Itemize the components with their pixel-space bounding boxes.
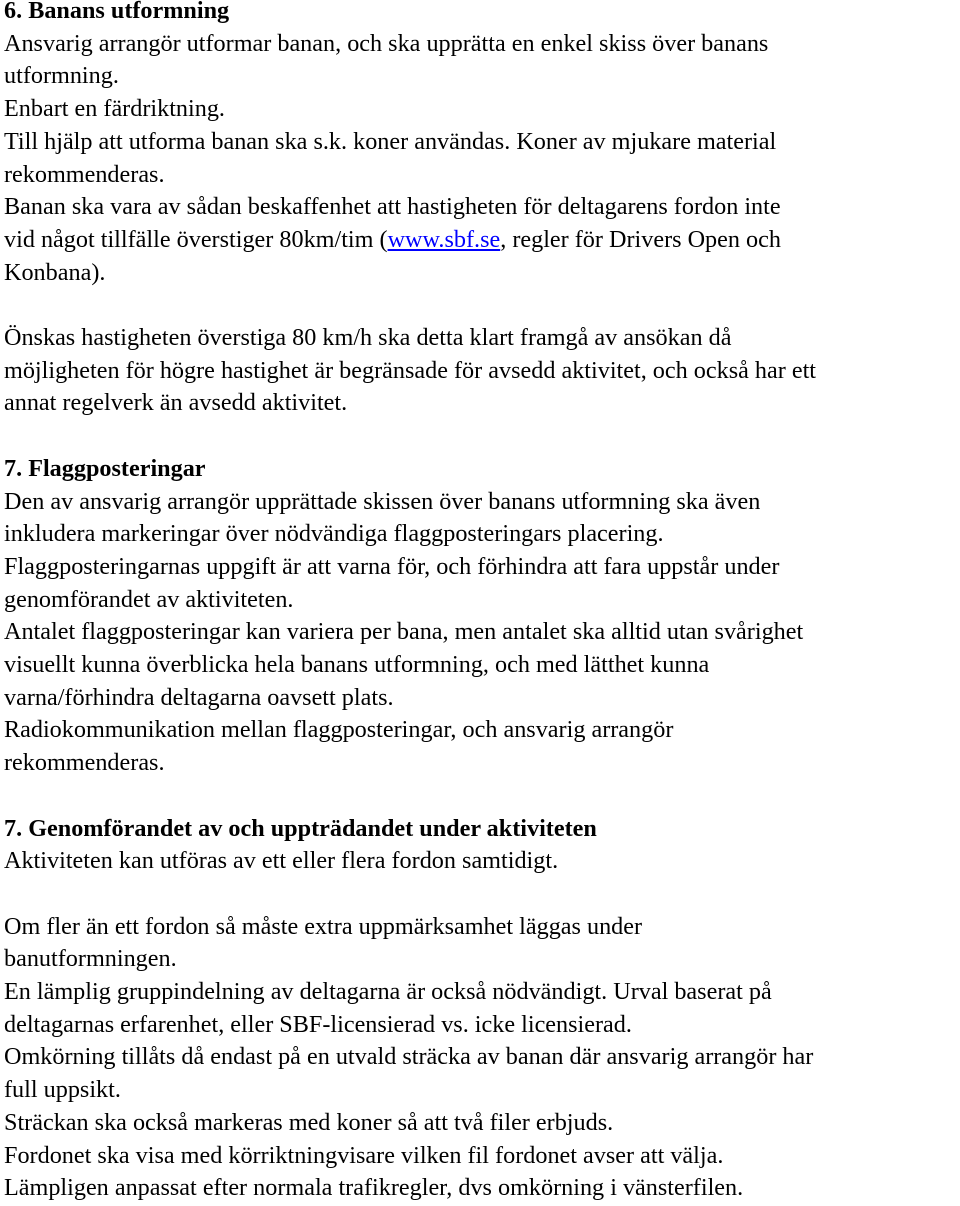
document-page	[4, 0, 956, 1205]
paragraph-line: Lämpligen anpassat efter normala trafikregler, dvs omkörning i vänsterfilen.	[4, 1174, 744, 1202]
paragraph-line: Flaggposteringarnas uppgift är att varna för, och förhindra att fara uppstår under	[4, 552, 780, 580]
paragraph-line: möjligheten för högre hastighet är begränsade för avsedd aktivitet, och också har ett	[4, 356, 817, 384]
paragraph-line: Aktiviteten kan utföras av ett eller flera fordon samtidigt.	[4, 847, 559, 875]
paragraph-line: varna/förhindra deltagarna oavsett plats.	[4, 683, 394, 711]
paragraph-line: Omkörning tillåts då endast på en utvald sträcka av banan där ansvarig arrangör har	[4, 1043, 814, 1071]
paragraph-line: Konbana).	[4, 258, 106, 286]
paragraph-line: Till hjälp att utforma banan ska s.k. koner användas. Koner av mjukare material	[4, 127, 777, 155]
paragraph-line: Banan ska vara av sådan beskaffenhet att hastigheten för deltagarens fordon inte	[4, 193, 781, 221]
paragraph-line: Antalet flaggposteringar kan variera per bana, men antalet ska alltid utan svårighet	[4, 618, 804, 646]
paragraph-line: inkludera markeringar över nödvändiga flaggposteringars placering.	[4, 520, 664, 548]
link-line-after: , regler för Drivers Open och	[500, 225, 781, 253]
paragraph-line: banutformningen.	[4, 945, 177, 973]
link-line-before: vid något tillfälle överstiger 80km/tim (	[4, 225, 388, 253]
paragraph-line: full uppsikt.	[4, 1076, 121, 1104]
paragraph-line: rekommenderas.	[4, 160, 165, 188]
section-6-heading: 6. Banans utformning	[4, 0, 230, 24]
paragraph-spacer	[4, 420, 956, 453]
section-7-flaggposteringar-heading: 7. Flaggposteringar	[4, 454, 206, 482]
paragraph-line: rekommenderas.	[4, 749, 165, 777]
sbf-website-link[interactable]: www.sbf.se	[387, 225, 501, 253]
paragraph-line: genomförandet av aktiviteten.	[4, 585, 294, 613]
paragraph-line: Enbart en färdriktning.	[4, 95, 225, 123]
paragraph-line: deltagarnas erfarenhet, eller SBF-licensierad vs. icke licensierad.	[4, 1010, 632, 1038]
paragraph-line: visuellt kunna överblicka hela banans utformning, och med lätthet kunna	[4, 651, 710, 679]
paragraph-line: annat regelverk än avsedd aktivitet.	[4, 389, 348, 417]
paragraph-line: Den av ansvarig arrangör upprättade skissen över banans utformning ska även	[4, 487, 761, 515]
paragraph-line: utformning.	[4, 62, 119, 90]
paragraph-line: Radiokommunikation mellan flaggposteringar, och ansvarig arrangör	[4, 716, 674, 744]
section-7-genomforandet-heading: 7. Genomförandet av och uppträdandet under aktiviteten	[4, 814, 597, 842]
paragraph-line: Om fler än ett fordon så måste extra uppmärksamhet läggas under	[4, 912, 643, 940]
paragraph-spacer	[4, 780, 956, 813]
paragraph-spacer	[4, 289, 956, 322]
paragraph-line: En lämplig gruppindelning av deltagarna är också nödvändigt. Urval baserat på	[4, 978, 772, 1006]
paragraph-line: Ansvarig arrangör utformar banan, och ska upprätta en enkel skiss över banans	[4, 29, 769, 57]
paragraph-line: Fordonet ska visa med körriktningvisare vilken fil fordonet avser att välja.	[4, 1141, 724, 1169]
paragraph-line-with-link	[4, 224, 956, 257]
paragraph-line: Önskas hastigheten överstiga 80 km/h ska detta klart framgå av ansökan då	[4, 324, 732, 352]
paragraph-line: Sträckan ska också markeras med koner så att två filer erbjuds.	[4, 1108, 614, 1136]
paragraph-spacer	[4, 878, 956, 911]
